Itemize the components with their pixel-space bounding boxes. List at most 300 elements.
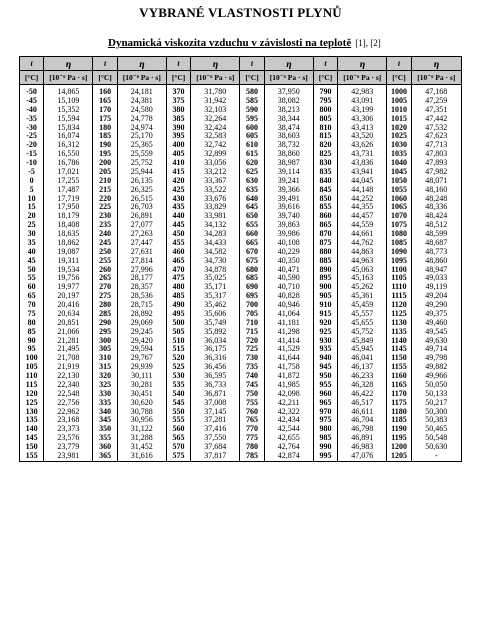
header-t-unit: [°C] [387,71,411,85]
viscosity-cell: 37,145 [191,408,240,417]
temperature-cell: 210 [93,177,117,186]
viscosity-cell: 45,163 [338,274,387,283]
viscosity-cell: 17,487 [44,186,93,195]
temperature-cell: 590 [240,106,264,115]
viscosity-cell: 49,545 [411,328,461,337]
temperature-cell: 1050 [387,177,411,186]
viscosity-cell: 43,520 [338,132,387,141]
viscosity-cell: 16,550 [44,150,93,159]
temperature-cell: 1180 [387,408,411,417]
temperature-cell: 815 [313,132,337,141]
temperature-cell: 315 [93,363,117,372]
viscosity-cell: 46,137 [338,363,387,372]
temperature-cell: 595 [240,115,264,124]
temperature-cell: 310 [93,354,117,363]
temperature-cell: 695 [240,292,264,301]
temperature-cell: 1175 [387,399,411,408]
viscosity-cell: 50,050 [411,381,461,390]
viscosity-cell: 47,893 [411,159,461,168]
viscosity-cell: 31,452 [117,443,166,452]
temperature-cell: -5 [20,168,44,177]
temperature-cell: 455 [166,239,190,248]
temperature-cell: 865 [313,221,337,230]
viscosity-cell: 48,336 [411,203,461,212]
temperature-cell: 945 [313,363,337,372]
viscosity-cell: 39,366 [264,186,313,195]
temperature-cell: 600 [240,124,264,133]
viscosity-cell: 40,946 [264,301,313,310]
viscosity-cell: 26,891 [117,212,166,221]
viscosity-cell: 19,087 [44,248,93,257]
viscosity-cell: 44,661 [338,230,387,239]
viscosity-cell: 25,365 [117,141,166,150]
viscosity-cell: 35,749 [191,319,240,328]
temperature-cell: 825 [313,150,337,159]
temperature-cell: 25 [20,221,44,230]
viscosity-cell: 42,874 [264,452,313,461]
viscosity-cell: 36,871 [191,390,240,399]
viscosity-cell: 50,133 [411,390,461,399]
viscosity-cell: 28,892 [117,310,166,319]
viscosity-cell: 47,076 [338,452,387,461]
viscosity-cell: 49,460 [411,319,461,328]
temperature-cell: -15 [20,150,44,159]
temperature-cell: 140 [20,425,44,434]
viscosity-cell: 40,471 [264,266,313,275]
viscosity-cell: 42,211 [264,399,313,408]
header-t-unit: [°C] [166,71,190,85]
temperature-cell: 35 [20,239,44,248]
viscosity-cell: 49,882 [411,363,461,372]
temperature-cell: 1170 [387,390,411,399]
viscosity-cell: 37,281 [191,416,240,425]
viscosity-cell: 50,383 [411,416,461,425]
viscosity-cell: 50,217 [411,399,461,408]
viscosity-cell: 21,281 [44,337,93,346]
viscosity-cell: 41,758 [264,363,313,372]
temperature-cell: 645 [240,203,264,212]
viscosity-cell: 35,171 [191,283,240,292]
temperature-cell: 580 [240,88,264,97]
viscosity-cell: 22,340 [44,381,93,390]
viscosity-cell: 37,416 [191,425,240,434]
viscosity-cell: 46,328 [338,381,387,390]
viscosity-cell: 47,713 [411,141,461,150]
temperature-cell: 845 [313,186,337,195]
table-row [20,452,462,461]
viscosity-cell: 25,944 [117,168,166,177]
viscosity-cell: 49,119 [411,283,461,292]
viscosity-cell: 36,034 [191,337,240,346]
viscosity-cell: 46,611 [338,408,387,417]
viscosity-cell: 17,255 [44,177,93,186]
viscosity-cell: 30,281 [117,381,166,390]
temperature-cell: 20 [20,212,44,221]
temperature-cell: 1155 [387,363,411,372]
temperature-cell: 205 [93,168,117,177]
viscosity-cell: 48,773 [411,248,461,257]
viscosity-cell: 38,987 [264,159,313,168]
viscosity-cell: 32,264 [191,115,240,124]
viscosity-table [19,56,462,462]
temperature-cell: -30 [20,124,44,133]
temperature-cell: 620 [240,159,264,168]
header-eta-unit: [10⁻⁶ Pa · s] [191,71,240,85]
temperature-cell: 840 [313,177,337,186]
temperature-cell: 560 [166,425,190,434]
temperature-cell: 720 [240,337,264,346]
viscosity-cell: 33,829 [191,203,240,212]
temperature-cell: 285 [93,310,117,319]
temperature-cell: 410 [166,159,190,168]
temperature-cell: 345 [93,416,117,425]
viscosity-cell: 49,033 [411,274,461,283]
temperature-cell: 175 [93,115,117,124]
viscosity-cell: 21,708 [44,354,93,363]
viscosity-cell: 50,548 [411,434,461,443]
viscosity-cell: 39,491 [264,195,313,204]
temperature-cell: 1090 [387,248,411,257]
viscosity-cell: 24,580 [117,106,166,115]
temperature-cell: 45 [20,257,44,266]
temperature-cell: 660 [240,230,264,239]
temperature-cell: 115 [20,381,44,390]
temperature-cell: 250 [93,248,117,257]
temperature-cell: 575 [166,452,190,461]
temperature-cell: 910 [313,301,337,310]
temperature-cell: 785 [240,452,264,461]
viscosity-cell: 39,740 [264,212,313,221]
temperature-cell: 1035 [387,150,411,159]
temperature-cell: 495 [166,310,190,319]
viscosity-cell: 27,996 [117,266,166,275]
temperature-cell: 260 [93,266,117,275]
temperature-cell: 235 [93,221,117,230]
temperature-cell: 1045 [387,168,411,177]
viscosity-cell: 43,731 [338,150,387,159]
viscosity-cell: 34,132 [191,221,240,230]
viscosity-cell: 22,756 [44,399,93,408]
temperature-cell: 665 [240,239,264,248]
temperature-cell: 60 [20,283,44,292]
header-t-symbol: t [387,57,411,71]
temperature-cell: -50 [20,88,44,97]
temperature-cell: 10 [20,195,44,204]
viscosity-cell: 36,456 [191,363,240,372]
temperature-cell: 15 [20,203,44,212]
temperature-cell: 190 [93,141,117,150]
temperature-cell: 950 [313,372,337,381]
temperature-cell: 1065 [387,203,411,212]
temperature-cell: 755 [240,399,264,408]
viscosity-cell: 23,779 [44,443,93,452]
temperature-cell: 570 [166,443,190,452]
viscosity-cell: 30,111 [117,372,166,381]
header-eta-symbol: η [264,57,313,71]
viscosity-cell: 24,181 [117,88,166,97]
viscosity-cell: 28,715 [117,301,166,310]
viscosity-cell: 40,229 [264,248,313,257]
viscosity-cell: 35,462 [191,301,240,310]
temperature-cell: 970 [313,408,337,417]
viscosity-cell: 37,550 [191,434,240,443]
temperature-cell: 920 [313,319,337,328]
temperature-cell: 975 [313,416,337,425]
viscosity-cell: 23,373 [44,425,93,434]
viscosity-cell: 32,899 [191,150,240,159]
temperature-cell: 100 [20,354,44,363]
viscosity-cell: 33,522 [191,186,240,195]
temperature-cell: 870 [313,230,337,239]
viscosity-cell: 33,367 [191,177,240,186]
viscosity-cell: 32,742 [191,141,240,150]
temperature-cell: 1085 [387,239,411,248]
temperature-cell: 585 [240,97,264,106]
viscosity-cell: 16,786 [44,159,93,168]
temperature-cell: 40 [20,248,44,257]
temperature-cell: 110 [20,372,44,381]
temperature-cell: 1005 [387,97,411,106]
temperature-cell: 380 [166,106,190,115]
temperature-cell: 850 [313,195,337,204]
viscosity-cell: 47,168 [411,88,461,97]
viscosity-cell: 43,626 [338,141,387,150]
temperature-cell: 280 [93,301,117,310]
viscosity-cell: 41,414 [264,337,313,346]
viscosity-cell: 44,457 [338,212,387,221]
table-caption [108,37,381,49]
temperature-cell: 890 [313,266,337,275]
temperature-cell: 1025 [387,132,411,141]
temperature-cell: 610 [240,141,264,150]
viscosity-cell: 48,424 [411,212,461,221]
temperature-cell: 1125 [387,310,411,319]
viscosity-cell: 39,986 [264,230,313,239]
temperature-cell: 435 [166,203,190,212]
temperature-cell: 625 [240,168,264,177]
temperature-cell: 765 [240,416,264,425]
header-eta-unit: [10⁻⁶ Pa · s] [411,71,461,85]
viscosity-cell: 41,872 [264,372,313,381]
viscosity-cell: 41,985 [264,381,313,390]
header-eta-symbol: η [191,57,240,71]
viscosity-cell: 27,263 [117,230,166,239]
temperature-cell: 1165 [387,381,411,390]
viscosity-cell: 34,433 [191,239,240,248]
viscosity-cell: 35,892 [191,328,240,337]
temperature-cell: 900 [313,283,337,292]
header-eta-symbol: η [411,57,461,71]
viscosity-cell: 38,474 [264,124,313,133]
temperature-cell: 375 [166,97,190,106]
viscosity-cell: 28,536 [117,292,166,301]
viscosity-cell: 47,442 [411,115,461,124]
temperature-cell: 485 [166,292,190,301]
temperature-cell: 325 [93,381,117,390]
temperature-cell: 200 [93,159,117,168]
viscosity-cell: 43,413 [338,124,387,133]
temperature-cell: 1060 [387,195,411,204]
viscosity-cell: 36,316 [191,354,240,363]
viscosity-cell: 48,860 [411,257,461,266]
temperature-cell: 510 [166,337,190,346]
temperature-cell: 160 [93,88,117,97]
viscosity-cell: 23,981 [44,452,93,461]
temperature-cell: 95 [20,345,44,354]
temperature-cell: 500 [166,319,190,328]
viscosity-cell: 47,623 [411,132,461,141]
viscosity-cell: 47,982 [411,168,461,177]
temperature-cell: 685 [240,274,264,283]
temperature-cell: 915 [313,310,337,319]
viscosity-cell: 43,306 [338,115,387,124]
temperature-cell: 530 [166,372,190,381]
viscosity-cell: 48,071 [411,177,461,186]
viscosity-cell: 30,788 [117,408,166,417]
temperature-cell: 355 [93,434,117,443]
header-symbol-row [20,57,462,71]
temperature-cell: 735 [240,363,264,372]
caption-references: [1], [2] [355,38,381,48]
header-eta-unit: [10⁻⁶ Pa · s] [44,71,93,85]
viscosity-cell: 27,077 [117,221,166,230]
temperature-cell: 215 [93,186,117,195]
temperature-cell: 675 [240,257,264,266]
viscosity-cell: 41,181 [264,319,313,328]
temperature-cell: 1095 [387,257,411,266]
viscosity-cell: 26,135 [117,177,166,186]
viscosity-cell: 42,098 [264,390,313,399]
temperature-cell: 165 [93,97,117,106]
viscosity-cell: 44,559 [338,221,387,230]
viscosity-cell: 15,834 [44,124,93,133]
temperature-cell: 75 [20,310,44,319]
viscosity-cell: 27,447 [117,239,166,248]
viscosity-cell: 45,063 [338,266,387,275]
temperature-cell: 1070 [387,212,411,221]
viscosity-cell: 20,197 [44,292,93,301]
viscosity-cell: 46,517 [338,399,387,408]
header-t-unit: [°C] [20,71,44,85]
viscosity-cell: 24,778 [117,115,166,124]
viscosity-cell: 14,865 [44,88,93,97]
viscosity-cell: 30,956 [117,416,166,425]
viscosity-cell: 23,576 [44,434,93,443]
viscosity-cell: 46,704 [338,416,387,425]
viscosity-cell: 44,762 [338,239,387,248]
temperature-cell: 50 [20,266,44,275]
temperature-cell: 740 [240,372,264,381]
temperature-cell: 935 [313,345,337,354]
viscosity-cell: 41,298 [264,328,313,337]
viscosity-cell: 46,891 [338,434,387,443]
viscosity-cell: 41,529 [264,345,313,354]
viscosity-cell: 50,630 [411,443,461,452]
temperature-cell: 395 [166,132,190,141]
viscosity-cell: 43,091 [338,97,387,106]
header-eta-unit: [10⁻⁶ Pa · s] [117,71,166,85]
viscosity-cell: 32,424 [191,124,240,133]
temperature-cell: 340 [93,408,117,417]
header-t-unit: [°C] [240,71,264,85]
temperature-cell: 835 [313,168,337,177]
viscosity-cell: 34,283 [191,230,240,239]
viscosity-cell: 45,849 [338,337,387,346]
viscosity-cell: 19,756 [44,274,93,283]
viscosity-cell: 43,941 [338,168,387,177]
viscosity-cell: 35,317 [191,292,240,301]
viscosity-cell: 37,817 [191,452,240,461]
temperature-cell: 875 [313,239,337,248]
viscosity-cell: 29,767 [117,354,166,363]
temperature-cell: 960 [313,390,337,399]
temperature-cell: 145 [20,434,44,443]
temperature-cell: 520 [166,354,190,363]
temperature-cell: 70 [20,301,44,310]
temperature-cell: 1000 [387,88,411,97]
temperature-cell: 185 [93,132,117,141]
temperature-cell: 925 [313,328,337,337]
temperature-cell: 360 [93,443,117,452]
viscosity-cell: 15,594 [44,115,93,124]
viscosity-cell: - [411,452,461,461]
viscosity-cell: 29,939 [117,363,166,372]
temperature-cell: -10 [20,159,44,168]
temperature-cell: 55 [20,274,44,283]
viscosity-cell: 47,803 [411,150,461,159]
temperature-cell: 1110 [387,283,411,292]
viscosity-cell: 44,355 [338,203,387,212]
temperature-cell: 855 [313,203,337,212]
viscosity-cell: 20,851 [44,319,93,328]
viscosity-cell: 50,300 [411,408,461,417]
viscosity-cell: 18,635 [44,230,93,239]
temperature-cell: 80 [20,319,44,328]
temperature-cell: 1140 [387,337,411,346]
temperature-cell: 990 [313,443,337,452]
viscosity-cell: 21,919 [44,363,93,372]
temperature-cell: -45 [20,97,44,106]
viscosity-cell: 22,962 [44,408,93,417]
temperature-cell: 1115 [387,292,411,301]
viscosity-cell: 42,544 [264,425,313,434]
caption-text: Dynamická viskozita vzduchu v závislosti na teplotě [108,37,352,49]
header-eta-unit: [10⁻⁶ Pa · s] [264,71,313,85]
temperature-cell: 125 [20,399,44,408]
temperature-cell: 700 [240,301,264,310]
viscosity-cell: 39,863 [264,221,313,230]
viscosity-cell: 29,594 [117,345,166,354]
temperature-cell: 710 [240,319,264,328]
viscosity-cell: 34,878 [191,266,240,275]
viscosity-cell: 45,557 [338,310,387,319]
temperature-cell: 85 [20,328,44,337]
temperature-cell: 535 [166,381,190,390]
viscosity-cell: 40,710 [264,283,313,292]
temperature-cell: 715 [240,328,264,337]
temperature-cell: 370 [166,88,190,97]
viscosity-cell: 20,634 [44,310,93,319]
viscosity-cell: 47,532 [411,124,461,133]
temperature-cell: 640 [240,195,264,204]
temperature-cell: 955 [313,381,337,390]
viscosity-cell: 47,351 [411,106,461,115]
viscosity-cell: 32,103 [191,106,240,115]
viscosity-cell: 45,752 [338,328,387,337]
viscosity-cell: 29,245 [117,328,166,337]
viscosity-cell: 16,074 [44,132,93,141]
temperature-cell: 930 [313,337,337,346]
